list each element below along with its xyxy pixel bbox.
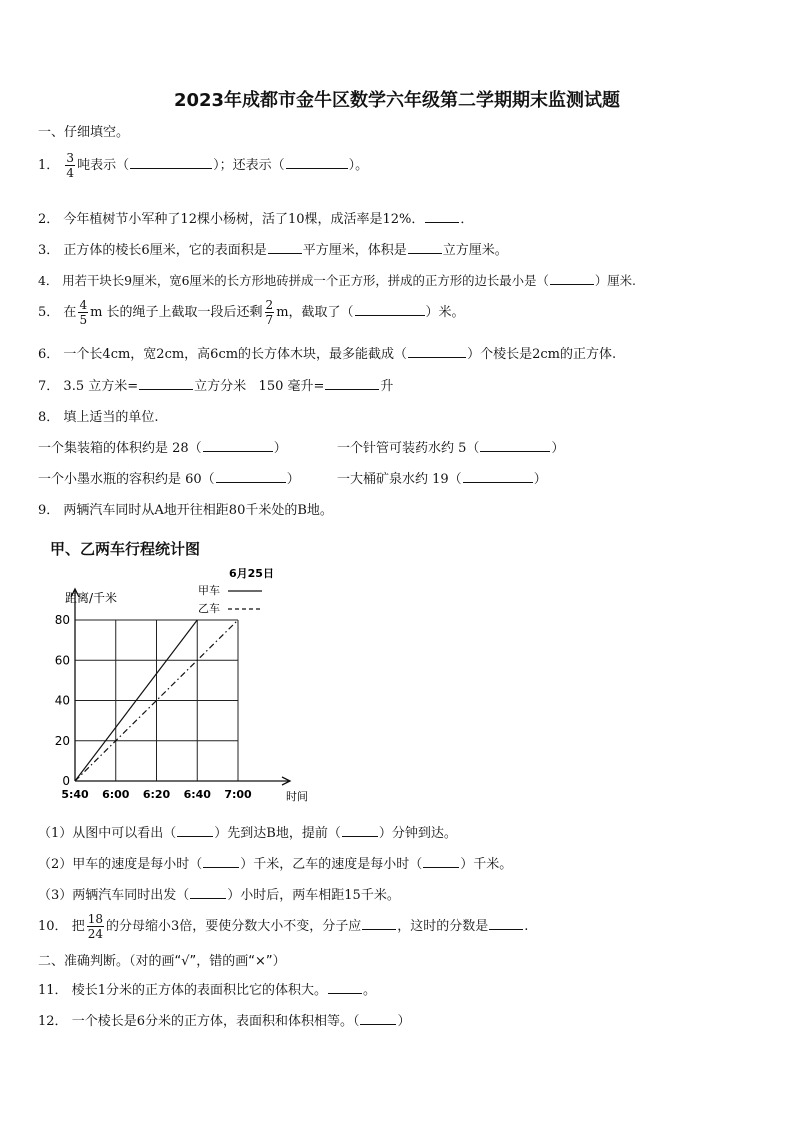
x-tick-label: 6:20 (142, 788, 171, 801)
q3-text-b: 平方厘米，体积是 (302, 243, 407, 258)
q9-sub3-text-a: （3）两辆汽车同时出发（ (38, 888, 190, 903)
x-tick-label: 5:40 (61, 788, 89, 801)
q8-item-4-close: ） (533, 472, 547, 487)
chart-date-label: 6月25日 (229, 567, 274, 580)
q10-text-b: 的分母缩小3倍，要使分数大小不变，分子应 (105, 919, 362, 934)
q8-item-3-text: 一个小墨水瓶的容积约是 60（ (38, 472, 215, 487)
q3-text-c: 立方厘米。 (442, 243, 508, 258)
q1-frac-num: 3 (66, 151, 75, 165)
q8-item-2-close: ） (551, 441, 565, 456)
q7-text-d: 升 (380, 379, 394, 394)
q3-text-a: 正方体的棱长6厘米，它的表面积是 (63, 243, 267, 258)
q9-sub-2 (38, 853, 512, 872)
question-6 (38, 343, 616, 362)
q3-blank-1[interactable] (268, 241, 302, 254)
travel-chart (40, 562, 320, 812)
q9-text: 两辆汽车同时从A地开往相距80千米处的B地。 (63, 503, 333, 518)
q7-text-a: 3.5 立方米= (63, 379, 139, 394)
q10-text-d: . (524, 919, 529, 934)
y-tick-label: 20 (54, 733, 70, 748)
q10-number: 10． (38, 919, 68, 934)
q2-blank[interactable] (425, 210, 459, 223)
q2-text-b: ． (460, 212, 474, 227)
y-tick-label: 60 (54, 653, 70, 668)
q5-frac2-den: 7 (265, 313, 274, 327)
q8-item-1-close: ） (273, 441, 287, 456)
q6-text-b: ）个棱长是2cm的正方体. (467, 347, 617, 362)
q9-number: 9． (38, 503, 60, 518)
q4-blank[interactable] (550, 272, 594, 285)
page-title: 2023年成都市金牛区数学六年级第二学期期末监测试题 (173, 90, 621, 111)
q1-fraction (65, 151, 75, 180)
q7-number: 7． (38, 379, 60, 394)
q10-blank-1[interactable] (362, 917, 396, 930)
section-1-heading: 一、仔细填空。 (38, 125, 130, 140)
q5-number: 5． (38, 305, 60, 320)
q8-item-1 (38, 437, 287, 456)
legend-label-yi: 乙车 (198, 602, 220, 615)
q5-frac1-num: 4 (79, 298, 88, 312)
q8-item-4 (337, 468, 547, 487)
question-8 (38, 406, 159, 425)
q1-text-c: ）。 (348, 158, 369, 173)
q5-frac2-num: 2 (265, 298, 274, 312)
question-4 (38, 271, 636, 289)
question-5 (38, 298, 465, 327)
question-11 (38, 979, 376, 998)
q11-number: 11． (38, 983, 68, 998)
question-10 (38, 912, 528, 941)
q3-number: 3． (38, 243, 60, 258)
q8-text: 填上适当的单位. (63, 410, 159, 425)
q7-blank-1[interactable] (139, 377, 193, 390)
q4-text-b: ）厘米. (594, 273, 636, 288)
chart-x-axis-label: 时间 (286, 790, 308, 803)
q1-frac-den: 4 (66, 166, 75, 180)
q8-item-2-blank[interactable] (480, 439, 550, 452)
q10-blank-2[interactable] (489, 917, 523, 930)
q10-text-c: ，这时的分数是 (397, 919, 489, 934)
question-1 (38, 151, 368, 180)
chart-ticks (55, 613, 252, 801)
q8-item-4-text: 一大桶矿泉水约 19（ (337, 472, 462, 487)
q1-number: 1． (38, 158, 60, 173)
q2-text-a: 今年植树节小军种了12棵小杨树，活了10棵，成活率是12%． (63, 212, 425, 227)
chart-axes (71, 589, 290, 785)
q5-frac1-den: 5 (79, 313, 88, 327)
q9-sub1-text-b: ）先到达B地，提前（ (214, 826, 341, 841)
q11-text-b: 。 (362, 983, 376, 998)
question-7 (38, 375, 393, 394)
q12-text-b: ） (397, 1014, 411, 1029)
q9-sub-1 (38, 822, 457, 841)
q8-item-1-text: 一个集装箱的体积约是 28（ (38, 441, 202, 456)
y-tick-label: 0 (62, 774, 70, 788)
q6-blank[interactable] (408, 345, 466, 358)
x-tick-label: 7:00 (224, 788, 252, 801)
q9-sub2-text-a: （2）甲车的速度是每小时（ (38, 857, 203, 872)
q11-blank[interactable] (328, 981, 362, 994)
x-tick-label: 6:00 (102, 788, 130, 801)
q1-text-b: ）；还表示（ (213, 158, 285, 173)
q9-sub3-text-b: ）小时后，两车相距15千米。 (227, 888, 400, 903)
q9-sub1-text-a: （1）从图中可以看出（ (38, 826, 177, 841)
q5-text-b: m 长的绳子上截取一段后还剩 (90, 305, 263, 320)
q5-fraction-1 (78, 298, 88, 327)
legend-label-jia: 甲车 (198, 584, 220, 597)
q9-sub1-text-c: ）分钟到达。 (378, 826, 457, 841)
q12-text-a: 一个棱长是6分米的正方体，表面积和体积相等。（ (71, 1014, 360, 1029)
q1-text-a: 吨表示（ (77, 158, 130, 173)
question-12 (38, 1010, 410, 1029)
q10-fraction (87, 912, 104, 941)
q9-sub2-blank-1[interactable] (203, 855, 239, 868)
q8-item-3-blank[interactable] (216, 470, 286, 483)
q6-number: 6． (38, 347, 60, 362)
q2-number: 2． (38, 212, 60, 227)
q9-sub2-text-c: ）千米。 (460, 857, 513, 872)
q8-number: 8． (38, 410, 60, 425)
q12-number: 12． (38, 1014, 68, 1029)
question-2 (38, 208, 473, 227)
q10-text-a: 把 (71, 919, 85, 934)
q7-blank-2[interactable] (325, 377, 379, 390)
chart-title: 甲、乙两车行程统计图 (50, 540, 201, 558)
y-tick-label: 80 (54, 613, 70, 627)
chart-y-axis-label: 距离/千米 (65, 591, 118, 605)
question-3 (38, 239, 508, 258)
q1-blank-1[interactable] (130, 156, 212, 169)
q9-sub2-text-b: ）千米，乙车的速度是每小时（ (240, 857, 423, 872)
q9-sub3-blank[interactable] (190, 886, 226, 899)
q5-text-a: 在 (63, 305, 77, 320)
question-9 (38, 499, 333, 518)
q6-text-a: 一个长4cm，宽2cm，高6cm的长方体木块，最多能截成（ (63, 347, 408, 362)
q5-fraction-2 (265, 298, 275, 327)
q4-number: 4． (38, 273, 59, 288)
q12-blank[interactable] (360, 1012, 396, 1025)
q4-text-a: 用若干块长9厘米，宽6厘米的长方形地砖拼成一个正方形，拼成的正方形的边长最小是（ (62, 273, 549, 288)
y-tick-label: 40 (54, 693, 70, 708)
q5-text-c: m，截取了（ (276, 305, 354, 320)
q8-item-3-close: ） (286, 472, 300, 487)
q9-sub-3 (38, 884, 400, 903)
q5-blank[interactable] (355, 303, 425, 316)
section-2-heading: 二、准确判断。（对的画“√”，错的画“×”） (38, 954, 286, 969)
q10-frac-num: 18 (87, 912, 103, 926)
x-tick-label: 6:40 (183, 788, 211, 801)
q10-frac-den: 24 (87, 927, 103, 941)
q9-sub1-blank-1[interactable] (177, 824, 213, 837)
q8-item-2-text: 一个针管可装药水约 5（ (337, 441, 480, 456)
q9-sub1-blank-2[interactable] (342, 824, 378, 837)
q11-text-a: 棱长1分米的正方体的表面积比它的体积大。 (71, 983, 327, 998)
q8-item-4-blank[interactable] (463, 470, 533, 483)
q8-item-1-blank[interactable] (203, 439, 273, 452)
q7-text-b: 立方分米 (194, 379, 247, 394)
q8-item-3 (38, 468, 300, 487)
q8-item-2 (337, 437, 564, 456)
q9-sub2-blank-2[interactable] (423, 855, 459, 868)
q7-text-c: 150 毫升= (258, 379, 325, 394)
q5-text-d: ）米。 (425, 305, 465, 320)
q1-blank-2[interactable] (286, 156, 348, 169)
q3-blank-2[interactable] (408, 241, 442, 254)
